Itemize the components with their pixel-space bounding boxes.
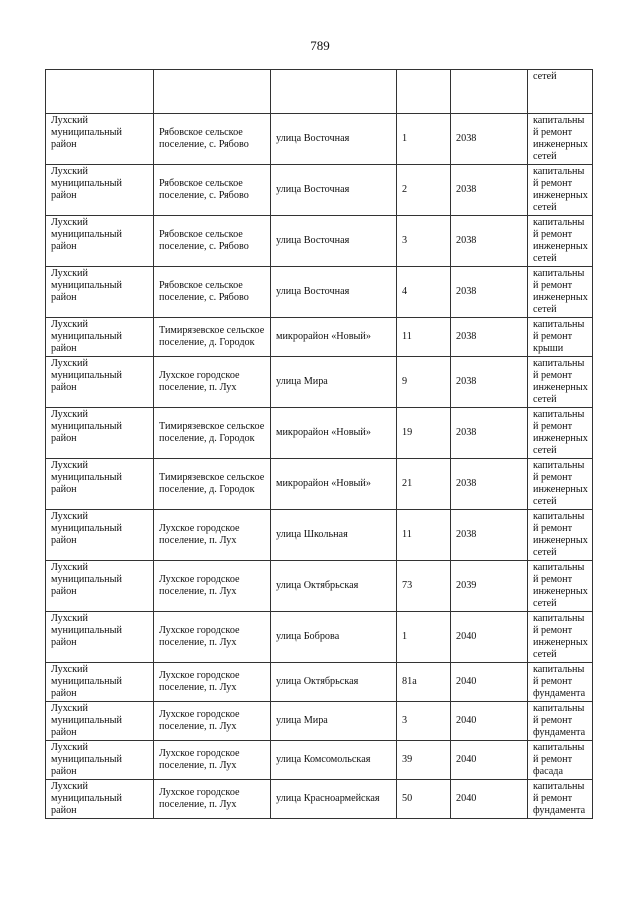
cell-street: микрорайон «Новый» xyxy=(271,408,397,459)
cell-year: 2038 xyxy=(451,114,528,165)
cell-settlement: Рябовское сельское поселение, с. Рябово xyxy=(154,165,271,216)
cell-district: Лухский муниципальный район xyxy=(46,612,154,663)
cell-district: Лухский муниципальный район xyxy=(46,459,154,510)
cell-settlement: Тимирязевское сельское поселение, д. Городок xyxy=(154,408,271,459)
page-number: 789 xyxy=(310,38,330,53)
table-row-continuation xyxy=(46,70,593,114)
cell-settlement: Лухское городское поселение, п. Лух xyxy=(154,357,271,408)
cell-work: капитальный ремонт инженерных сетей xyxy=(528,216,593,267)
cell-settlement: Лухское городское поселение, п. Лух xyxy=(154,663,271,702)
cell-work: капитальный ремонт инженерных сетей xyxy=(528,510,593,561)
cell-work: сетей xyxy=(528,70,593,114)
table-row xyxy=(46,165,593,216)
table-row xyxy=(46,216,593,267)
cell-house: 19 xyxy=(397,408,451,459)
cell-district: Лухский муниципальный район xyxy=(46,663,154,702)
cell-work: капитальный ремонт инженерных сетей xyxy=(528,408,593,459)
cell-work: капитальный ремонт крыши xyxy=(528,318,593,357)
table-row xyxy=(46,357,593,408)
cell-year: 2038 xyxy=(451,510,528,561)
cell-street: улица Октябрьская xyxy=(271,663,397,702)
cell-year: 2039 xyxy=(451,561,528,612)
cell-year: 2040 xyxy=(451,741,528,780)
cell-street: улица Восточная xyxy=(271,114,397,165)
cell-settlement xyxy=(154,70,271,114)
cell-street: улица Мира xyxy=(271,357,397,408)
cell-district: Лухский муниципальный район xyxy=(46,780,154,819)
cell-district: Лухский муниципальный район xyxy=(46,561,154,612)
cell-settlement: Рябовское сельское поселение, с. Рябово xyxy=(154,267,271,318)
cell-house: 3 xyxy=(397,216,451,267)
cell-year: 2038 xyxy=(451,165,528,216)
table-row xyxy=(46,561,593,612)
cell-house: 3 xyxy=(397,702,451,741)
cell-district xyxy=(46,70,154,114)
table-row xyxy=(46,510,593,561)
cell-house: 21 xyxy=(397,459,451,510)
cell-work: капитальный ремонт инженерных сетей xyxy=(528,267,593,318)
cell-street: улица Восточная xyxy=(271,267,397,318)
cell-settlement: Лухское городское поселение, п. Лух xyxy=(154,702,271,741)
cell-street xyxy=(271,70,397,114)
table-row xyxy=(46,408,593,459)
cell-street: улица Красноармейская xyxy=(271,780,397,819)
cell-street: улица Школьная xyxy=(271,510,397,561)
cell-house: 11 xyxy=(397,510,451,561)
cell-street: улица Боброва xyxy=(271,612,397,663)
cell-house: 50 xyxy=(397,780,451,819)
cell-house: 73 xyxy=(397,561,451,612)
cell-settlement: Лухское городское поселение, п. Лух xyxy=(154,780,271,819)
cell-district: Лухский муниципальный район xyxy=(46,165,154,216)
table-row xyxy=(46,741,593,780)
cell-street: улица Мира xyxy=(271,702,397,741)
cell-street: улица Комсомольская xyxy=(271,741,397,780)
cell-work: капитальный ремонт инженерных сетей xyxy=(528,459,593,510)
cell-year: 2038 xyxy=(451,408,528,459)
cell-settlement: Лухское городское поселение, п. Лух xyxy=(154,741,271,780)
table-row xyxy=(46,612,593,663)
cell-district: Лухский муниципальный район xyxy=(46,216,154,267)
cell-work: капитальный ремонт инженерных сетей xyxy=(528,561,593,612)
cell-year: 2038 xyxy=(451,318,528,357)
cell-settlement: Тимирязевское сельское поселение, д. Городок xyxy=(154,318,271,357)
cell-work: капитальный ремонт фасада xyxy=(528,741,593,780)
cell-settlement: Лухское городское поселение, п. Лух xyxy=(154,612,271,663)
cell-work: капитальный ремонт фундамента xyxy=(528,663,593,702)
table-row xyxy=(46,702,593,741)
cell-district: Лухский муниципальный район xyxy=(46,318,154,357)
cell-year: 2038 xyxy=(451,357,528,408)
cell-district: Лухский муниципальный район xyxy=(46,741,154,780)
cell-street: микрорайон «Новый» xyxy=(271,318,397,357)
housing-repair-table xyxy=(45,69,593,819)
cell-work: капитальный ремонт фундамента xyxy=(528,702,593,741)
cell-street: улица Октябрьская xyxy=(271,561,397,612)
cell-work: капитальный ремонт инженерных сетей xyxy=(528,357,593,408)
cell-work: капитальный ремонт инженерных сетей xyxy=(528,612,593,663)
table-body xyxy=(46,70,593,819)
cell-district: Лухский муниципальный район xyxy=(46,114,154,165)
table-row xyxy=(46,267,593,318)
cell-house xyxy=(397,70,451,114)
cell-year: 2040 xyxy=(451,612,528,663)
cell-work: капитальный ремонт фундамента xyxy=(528,780,593,819)
cell-district: Лухский муниципальный район xyxy=(46,267,154,318)
table-row xyxy=(46,114,593,165)
cell-street: микрорайон «Новый» xyxy=(271,459,397,510)
cell-year: 2038 xyxy=(451,459,528,510)
cell-work: капитальный ремонт инженерных сетей xyxy=(528,114,593,165)
cell-house: 39 xyxy=(397,741,451,780)
cell-settlement: Лухское городское поселение, п. Лух xyxy=(154,561,271,612)
cell-street: улица Восточная xyxy=(271,165,397,216)
cell-district: Лухский муниципальный район xyxy=(46,510,154,561)
table-row xyxy=(46,780,593,819)
cell-year: 2040 xyxy=(451,780,528,819)
table-row xyxy=(46,318,593,357)
cell-settlement: Тимирязевское сельское поселение, д. Городок xyxy=(154,459,271,510)
cell-year: 2040 xyxy=(451,663,528,702)
cell-work: капитальный ремонт инженерных сетей xyxy=(528,165,593,216)
table-row xyxy=(46,663,593,702)
table-row xyxy=(46,459,593,510)
cell-year: 2038 xyxy=(451,216,528,267)
cell-district: Лухский муниципальный район xyxy=(46,357,154,408)
cell-settlement: Рябовское сельское поселение, с. Рябово xyxy=(154,216,271,267)
cell-house: 11 xyxy=(397,318,451,357)
cell-house: 9 xyxy=(397,357,451,408)
cell-house: 2 xyxy=(397,165,451,216)
cell-house: 1 xyxy=(397,612,451,663)
cell-house: 4 xyxy=(397,267,451,318)
cell-district: Лухский муниципальный район xyxy=(46,408,154,459)
cell-year: 2040 xyxy=(451,702,528,741)
cell-settlement: Рябовское сельское поселение, с. Рябово xyxy=(154,114,271,165)
cell-house: 81а xyxy=(397,663,451,702)
cell-settlement: Лухское городское поселение, п. Лух xyxy=(154,510,271,561)
cell-house: 1 xyxy=(397,114,451,165)
cell-year: 2038 xyxy=(451,267,528,318)
cell-street: улица Восточная xyxy=(271,216,397,267)
cell-district: Лухский муниципальный район xyxy=(46,702,154,741)
cell-year xyxy=(451,70,528,114)
